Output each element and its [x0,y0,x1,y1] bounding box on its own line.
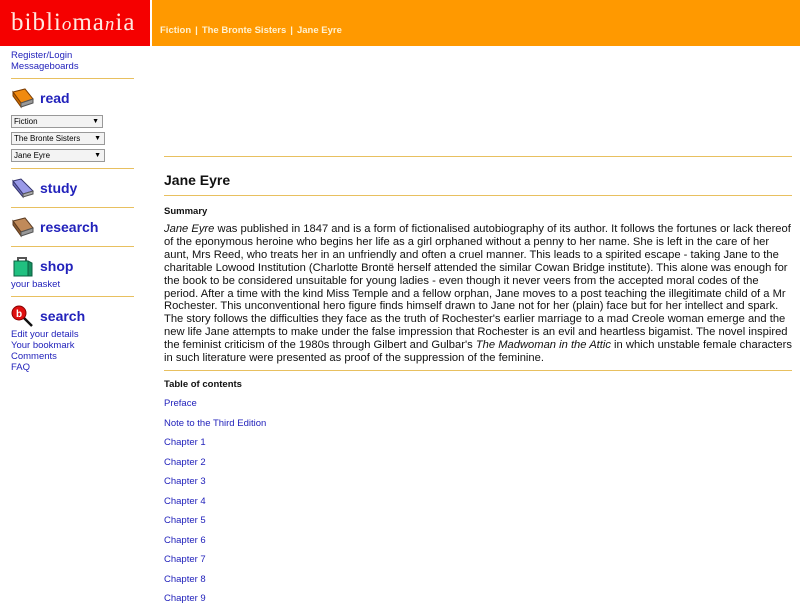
your-basket-link[interactable]: your basket [11,279,61,290]
nav-read[interactable] [11,85,134,111]
faq-link[interactable]: FAQ [11,362,31,373]
chevron-down-icon: ▼ [94,135,101,142]
register-login-link[interactable]: Register/Login [11,50,73,61]
nav-shop-label: shop [40,258,74,274]
divider [11,296,134,297]
toc-heading: Table of contents [164,379,242,390]
bookmark-link[interactable]: Your bookmark [11,340,75,351]
chevron-down-icon: ▼ [92,118,99,125]
author-select[interactable] [11,132,105,145]
breadcrumb [160,25,342,36]
header [0,0,800,46]
divider [11,78,134,79]
breadcrumb-separator: | [195,25,198,36]
logo-text: bibli [11,9,62,36]
summary-text [164,223,794,365]
summary-body: was published in 1847 and is a form of fictionalised autobiography of its author. It follows the fortunes or lack thereof of the eponymous heroine who begins her life as a girl orphaned without a penny to her name. She is left in the care of her aunt, Mrs Reed, who treats her in an unfriendly and often a cruel manner. This leads to a spirited escape - taking Jane to the charitable Lowood Institution (Charlotte Brontë herself attended the similar Cowan Bridge institute). This alone was enough for the book to be considered unsuitable for young ladies - even though it never veers from the accepted moral codes of the period. After a time with the kind Miss Temple and a fellow orphan, Jane moves to a post teaching the illegitimate child of a Mr Rochester. This unconventional hero figure finds himself drawn to Jane not for her (plain) face but for her intellect and spark. The story follows the difficulties they face as the truth of Rochester's earlier marriage to a mad Creole woman emerge and the new life Jane attempts to make under the false impression that Rochester is an evil and heartless bigamist. The novel inspired the feminist criticism of the 1980s through Gilbert and Gulbar's [164,223,791,352]
nav-research-label: research [40,219,99,235]
breadcrumb-bar [152,0,800,46]
toc-link-chapter-9[interactable]: Chapter 9 [164,593,206,604]
toc-link-note[interactable]: Note to the Third Edition [164,417,267,429]
title-select-value: Jane Eyre [14,151,51,160]
toc-link-chapter-7[interactable]: Chapter 7 [164,554,206,565]
nav-search-label: search [40,308,86,324]
toc-link-chapter-4[interactable]: Chapter 4 [164,495,206,507]
toc-link-preface[interactable]: Preface [164,398,197,409]
svg-text:b: b [16,309,23,320]
divider [164,370,792,371]
page-title: Jane Eyre [164,172,231,188]
toc-link-chapter-3[interactable]: Chapter 3 [164,476,206,487]
sidebar [11,50,134,373]
author-select-value: The Bronte Sisters [14,134,81,143]
summary-body: in which unstable female characters in such literature were presented as proof of the suppression of the feminine. [164,339,792,365]
logo-block[interactable] [0,0,150,46]
nav-search[interactable] [11,303,134,329]
nav-shop[interactable] [11,253,134,279]
toc-link-chapter-8[interactable]: Chapter 8 [164,573,206,585]
comments-link[interactable]: Comments [11,351,57,362]
shopping-bag-icon [11,255,35,277]
nav-research[interactable] [11,214,134,240]
logo-text: ma [72,9,105,36]
open-book-icon [11,177,35,199]
divider [164,195,792,196]
breadcrumb-fiction[interactable]: Fiction [160,25,192,36]
bibliomania-logo[interactable] [11,9,135,37]
logo-text: n [104,14,116,35]
chevron-down-icon: ▼ [94,152,101,159]
category-select[interactable] [11,115,103,128]
magnifier-icon [11,305,35,327]
summary-heading: Summary [164,206,208,217]
breadcrumb-separator: | [290,25,293,36]
breadcrumb-jane-eyre[interactable]: Jane Eyre [296,25,342,36]
category-select-value: Fiction [14,117,38,126]
toc-link-chapter-1[interactable]: Chapter 1 [164,437,206,448]
divider [11,168,134,169]
divider [11,246,134,247]
divider [164,156,792,157]
nav-study-label: study [40,180,78,196]
logo-text: o [61,14,73,35]
table-of-contents [164,398,266,613]
nav-read-label: read [40,90,70,106]
book-title-italic: Jane Eyre [164,223,215,235]
logo-text: ia [115,9,136,36]
messageboards-link[interactable]: Messageboards [11,61,79,72]
toc-link-chapter-2[interactable]: Chapter 2 [164,456,206,468]
divider [11,207,134,208]
toc-link-chapter-5[interactable]: Chapter 5 [164,515,206,526]
title-select[interactable] [11,149,105,162]
cited-work-italic: The Madwoman in the Attic [475,339,611,352]
nav-study[interactable] [11,175,134,201]
toc-link-chapter-6[interactable]: Chapter 6 [164,534,206,546]
edit-details-link[interactable]: Edit your details [11,329,79,340]
closed-book-icon [11,216,35,238]
breadcrumb-bronte-sisters[interactable]: The Bronte Sisters [201,25,287,36]
book-icon [11,87,35,109]
